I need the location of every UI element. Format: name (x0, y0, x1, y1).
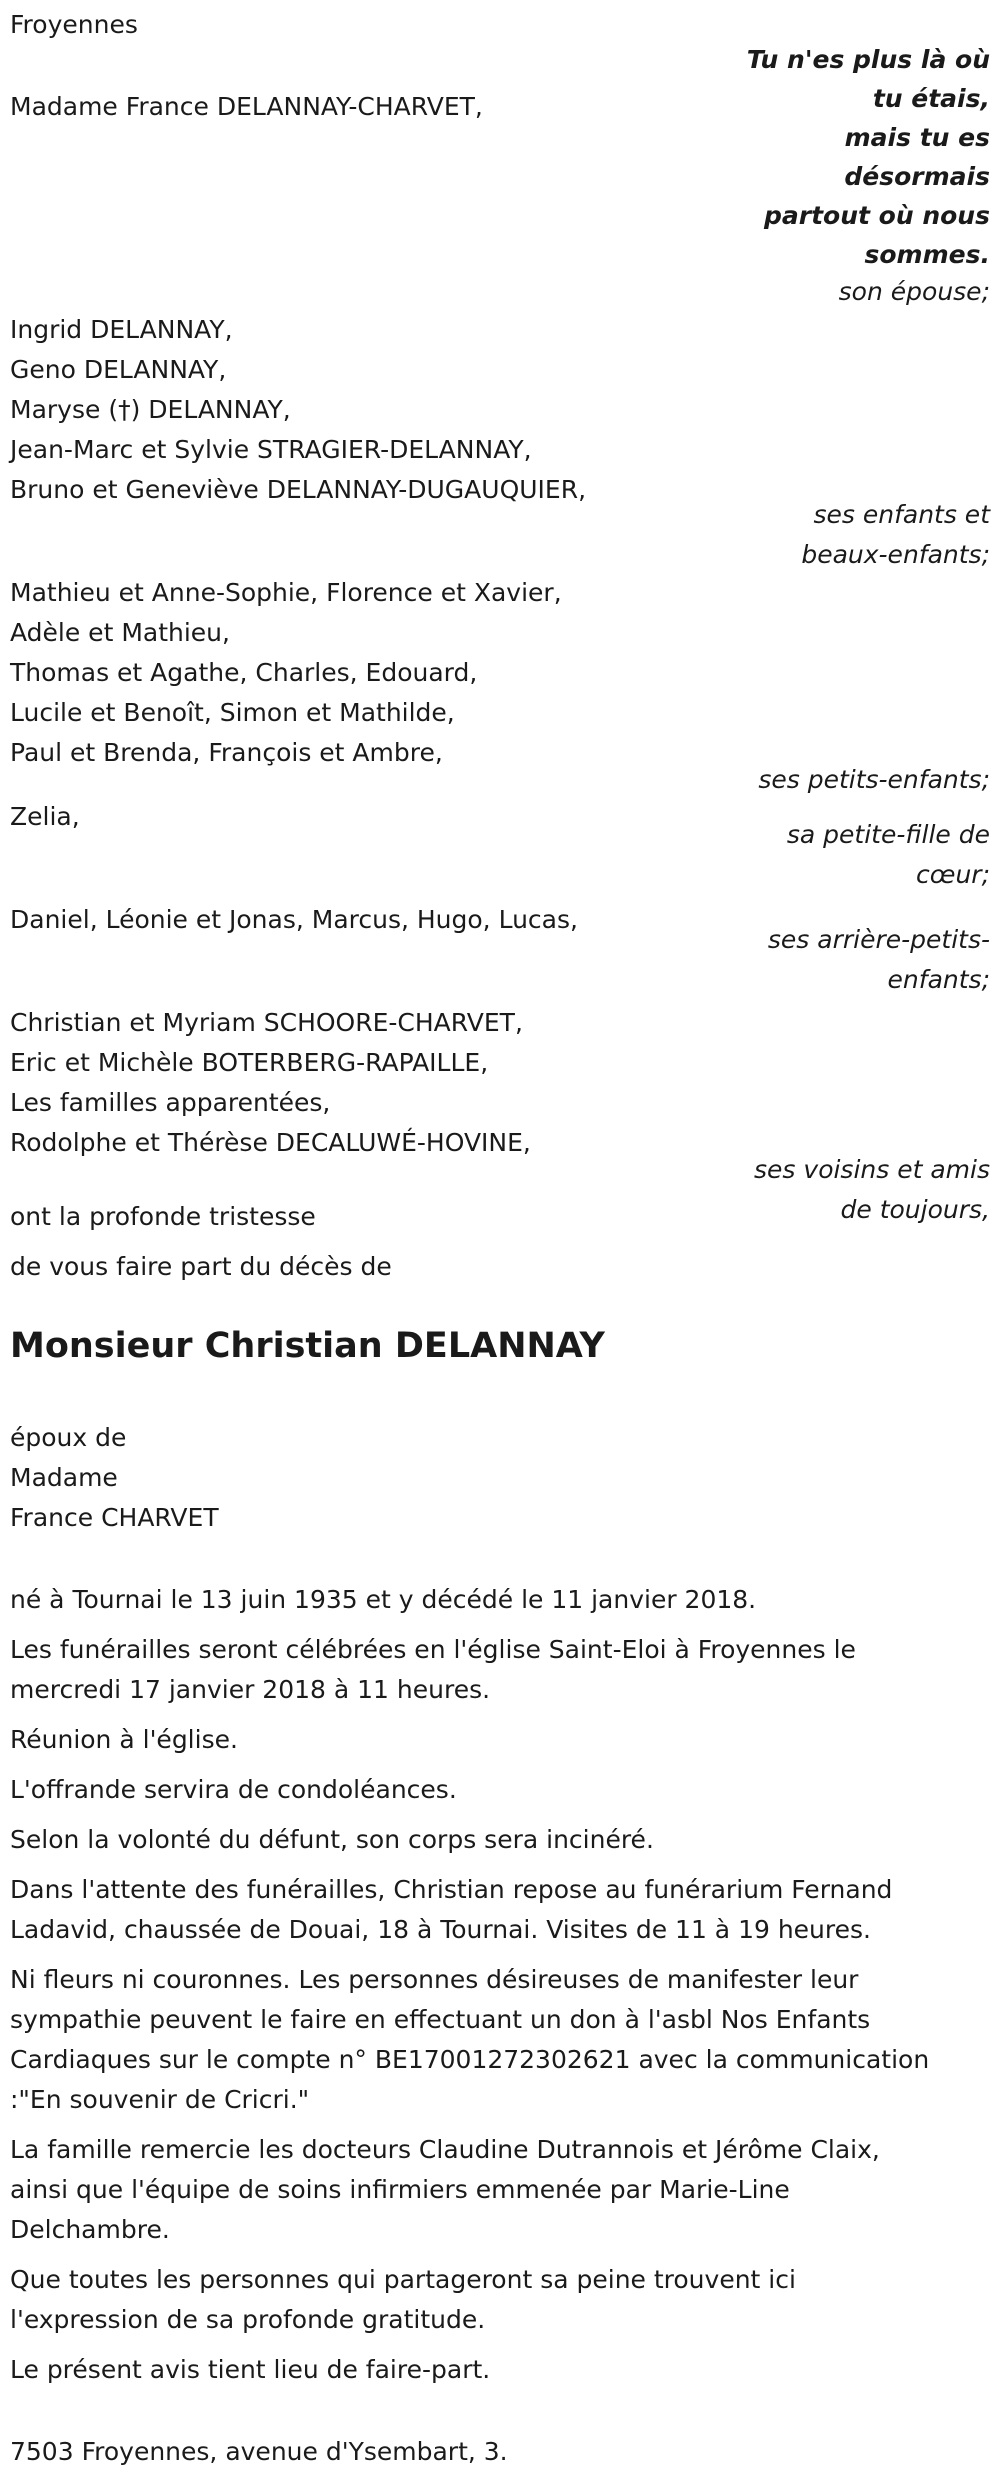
funeral-info-line: mercredi 17 janvier 2018 à 11 heures. (10, 1675, 491, 1704)
child-name: Geno DELANNAY, (10, 355, 227, 384)
donation-line: Cardiaques sur le compte n° BE17001272302621 avec la communication (10, 2045, 930, 2074)
friend-name: Christian et Myriam SCHOORE-CHARVET, (10, 1008, 523, 1037)
offering-info: L'offrande servira de condoléances. (10, 1775, 457, 1804)
spouse-name: Madame France DELANNAY-CHARVET, (10, 92, 483, 121)
address: 7503 Froyennes, avenue d'Ysembart, 3. (10, 2437, 508, 2466)
spouse-of-line: Madame (10, 1463, 118, 1492)
grandchild-name: Lucile et Benoît, Simon et Mathilde, (10, 698, 455, 727)
gratitude-line: Que toutes les personnes qui partageront sa peine trouvent ici (10, 2265, 796, 2294)
thanks-line: La famille remercie les docteurs Claudine Dutrannois et Jérôme Claix, (10, 2135, 880, 2164)
funeral-home-line: Dans l'attente des funérailles, Christian repose au funérarium Fernand (10, 1875, 893, 1904)
epigraph-line: désormais (844, 162, 990, 191)
donation-line: Ni fleurs ni couronnes. Les personnes désireuses de manifester leur (10, 1965, 859, 1994)
friends-relation: de toujours, (840, 1195, 990, 1224)
grandchildren-relation: ses petits-enfants; (758, 765, 990, 794)
grandchild-name: Adèle et Mathieu, (10, 618, 230, 647)
heart-granddaughter-relation: sa petite-fille de (786, 820, 990, 849)
gathering-info: Réunion à l'église. (10, 1725, 238, 1754)
thanks-line: ainsi que l'équipe de soins infirmiers emmenée par Marie-Line (10, 2175, 790, 2204)
heart-granddaughter-relation: cœur; (916, 860, 990, 889)
cremation-info: Selon la volonté du défunt, son corps sera incinéré. (10, 1825, 654, 1854)
grandchild-name: Thomas et Agathe, Charles, Edouard, (10, 658, 478, 687)
child-name: Ingrid DELANNAY, (10, 315, 233, 344)
epigraph-line: tu étais, (872, 84, 990, 113)
friend-name: Les familles apparentées, (10, 1088, 331, 1117)
grandchild-name: Mathieu et Anne-Sophie, Florence et Xavier, (10, 578, 562, 607)
announcement-line: de vous faire part du décès de (10, 1252, 392, 1281)
children-relation: beaux-enfants; (801, 540, 990, 569)
child-name: Maryse (†) DELANNAY, (10, 395, 291, 424)
thanks-line: Delchambre. (10, 2215, 170, 2244)
great-grandchildren-relation: enfants; (887, 965, 990, 994)
gratitude-line: l'expression de sa profonde gratitude. (10, 2305, 486, 2334)
heart-granddaughter-name: Zelia, (10, 802, 80, 831)
spouse-of-line: époux de (10, 1423, 127, 1452)
birth-death-info: né à Tournai le 13 juin 1935 et y décédé le 11 janvier 2018. (10, 1585, 757, 1614)
spouse-of-line: France CHARVET (10, 1503, 219, 1532)
spouse-relation: son épouse; (838, 277, 990, 306)
place-header: Froyennes (10, 10, 138, 39)
children-relation: ses enfants et (813, 500, 990, 529)
deceased-name: Monsieur Christian DELANNAY (10, 1326, 605, 1366)
donation-line: :"En souvenir de Cricri." (10, 2085, 310, 2114)
grandchild-name: Paul et Brenda, François et Ambre, (10, 738, 443, 767)
friends-relation: ses voisins et amis (754, 1155, 990, 1184)
great-grandchildren-relation: ses arrière-petits- (767, 925, 990, 954)
funeral-info-line: Les funérailles seront célébrées en l'église Saint-Eloi à Froyennes le (10, 1635, 856, 1664)
epigraph-line: partout où nous (763, 201, 990, 230)
child-name: Bruno et Geneviève DELANNAY-DUGAUQUIER, (10, 475, 587, 504)
notice-statement: Le présent avis tient lieu de faire-part. (10, 2355, 491, 2384)
epigraph-line: mais tu es (844, 123, 990, 152)
great-grandchildren-names: Daniel, Léonie et Jonas, Marcus, Hugo, Lucas, (10, 905, 578, 934)
donation-line: sympathie peuvent le faire en effectuant un don à l'asbl Nos Enfants (10, 2005, 871, 2034)
child-name: Jean-Marc et Sylvie STRAGIER-DELANNAY, (10, 435, 532, 464)
friend-name: Eric et Michèle BOTERBERG-RAPAILLE, (10, 1048, 489, 1077)
epigraph-line: sommes. (864, 240, 990, 269)
friend-name: Rodolphe et Thérèse DECALUWÉ-HOVINE, (10, 1128, 531, 1157)
funeral-home-line: Ladavid, chaussée de Douai, 18 à Tournai. Visites de 11 à 19 heures. (10, 1915, 871, 1944)
announcement-line: ont la profonde tristesse (10, 1202, 316, 1231)
epigraph-line: Tu n'es plus là où (746, 45, 990, 74)
